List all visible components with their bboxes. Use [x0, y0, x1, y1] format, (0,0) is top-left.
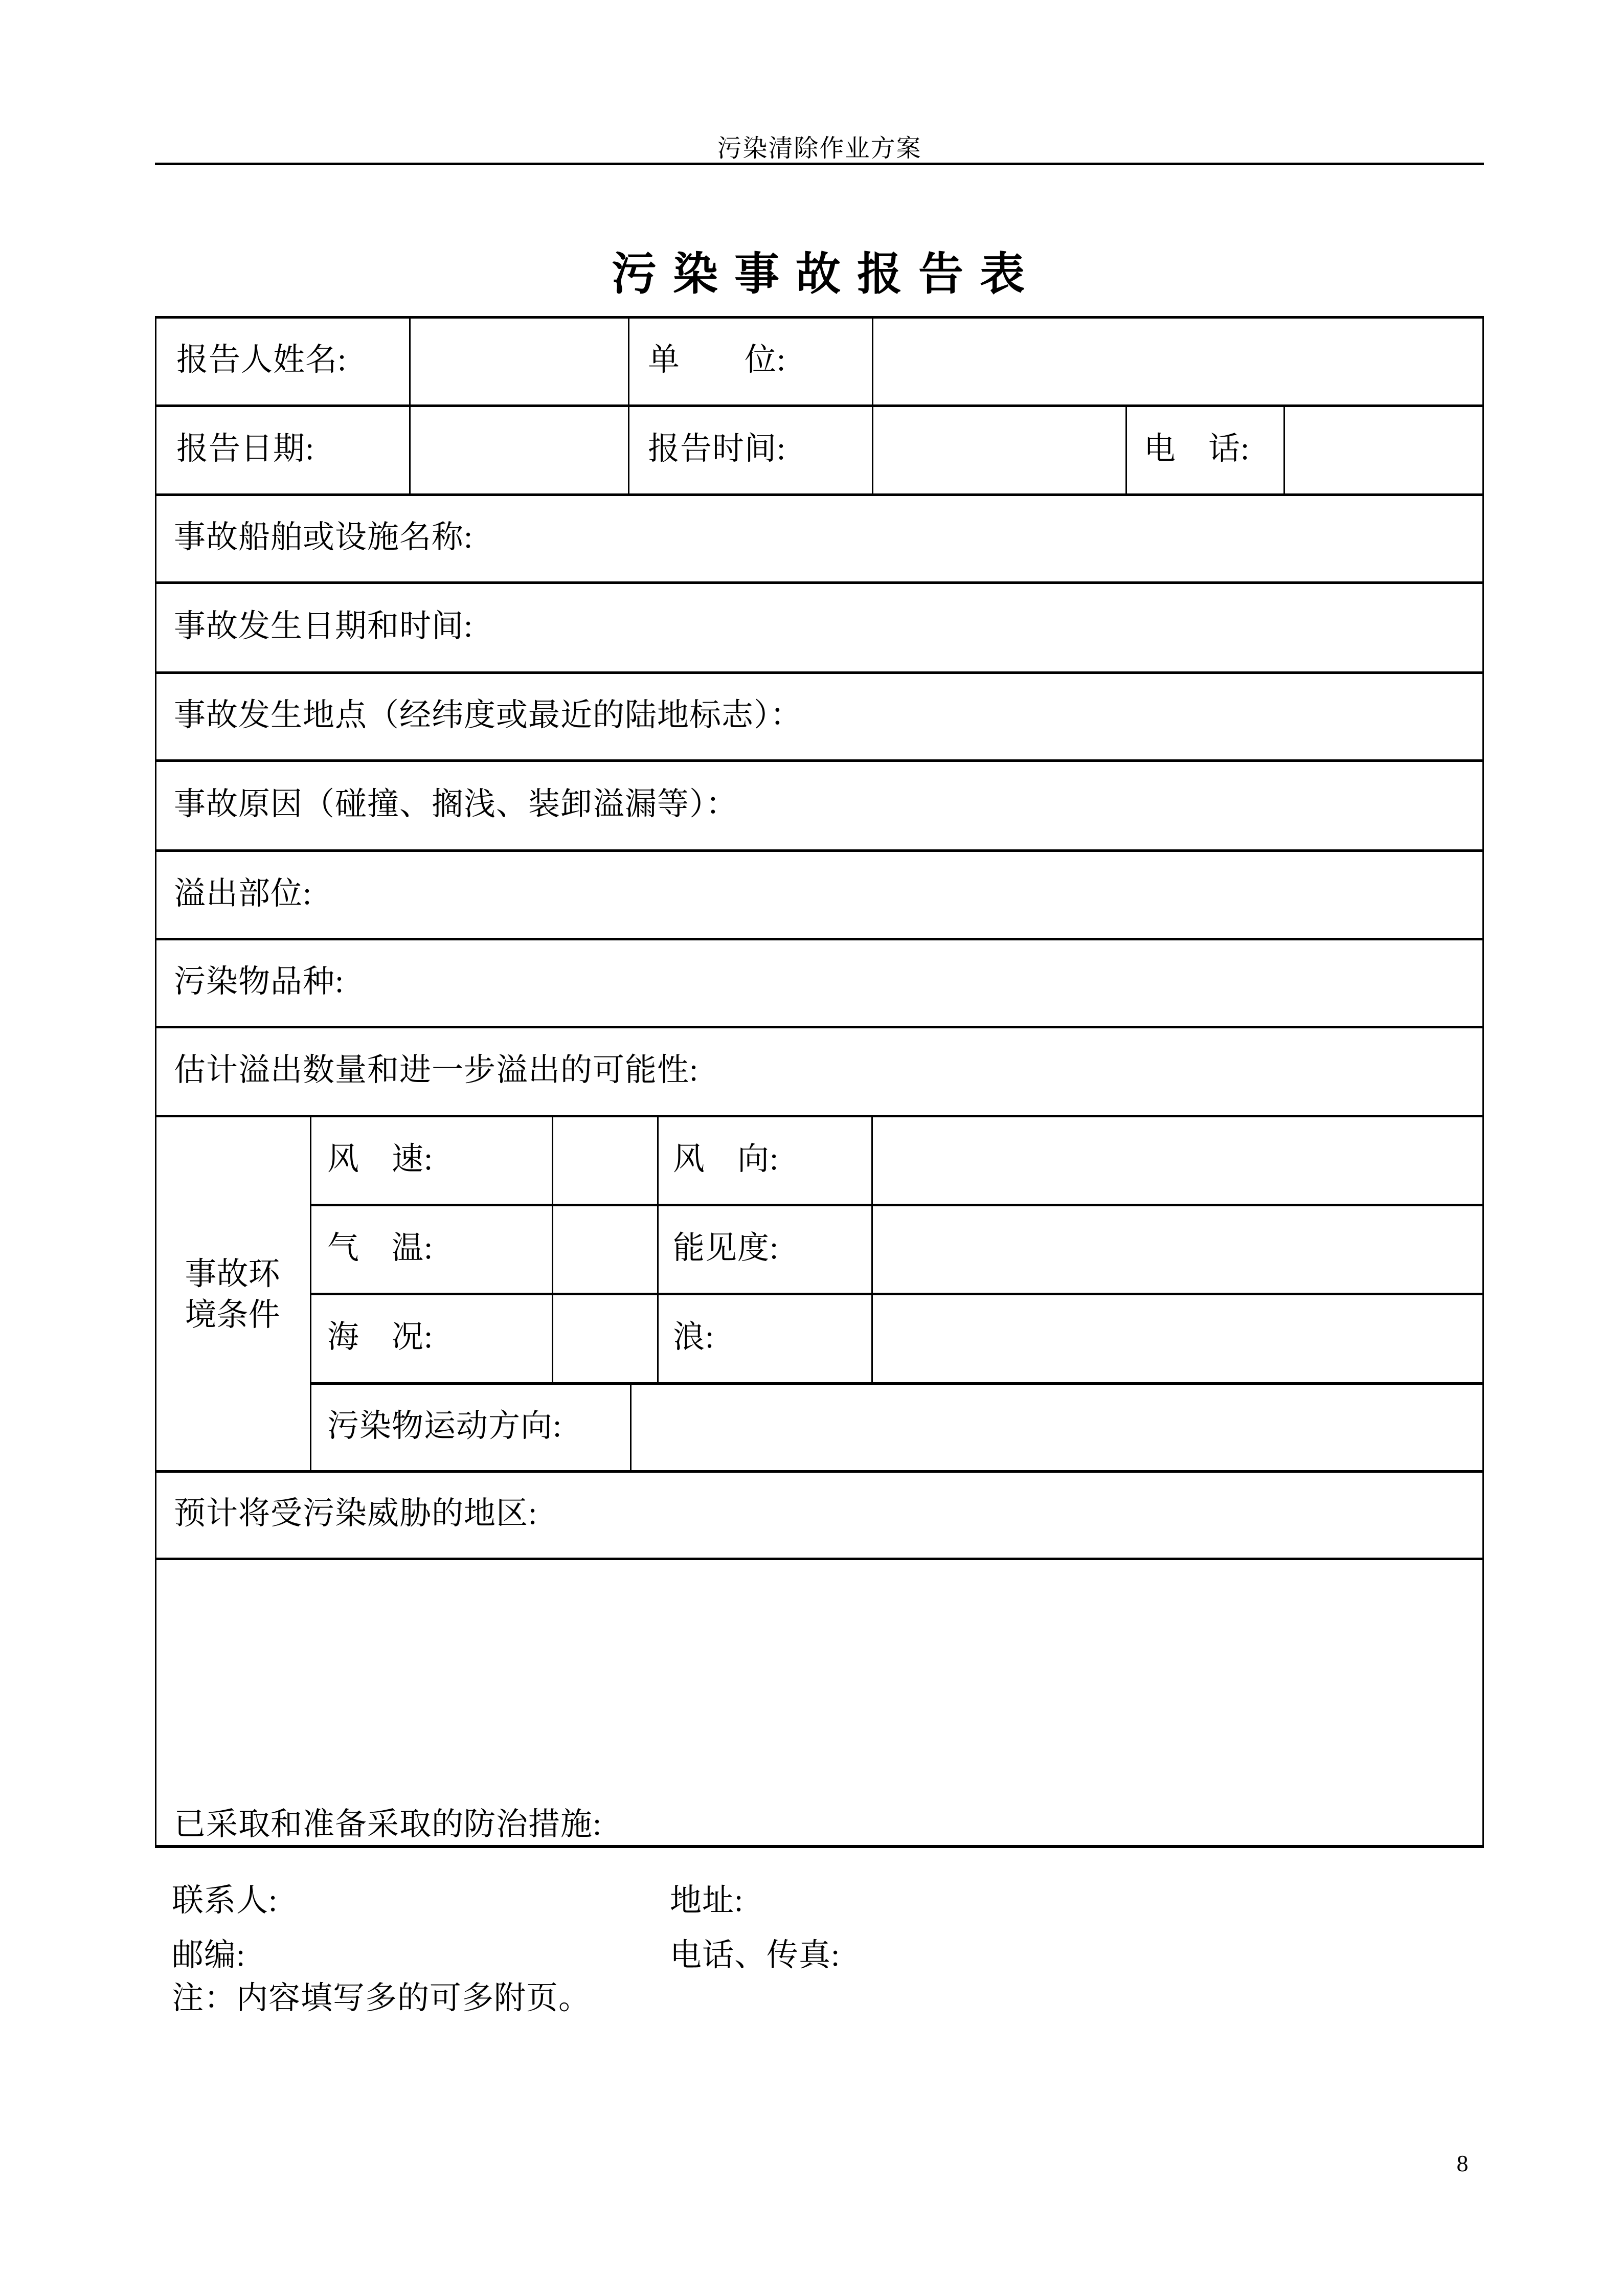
col-divider [409, 316, 411, 493]
sea-state-label: 海 况: [327, 1320, 434, 1355]
col-divider [628, 316, 629, 493]
table-border-left [155, 316, 156, 1848]
env-col-divider [630, 1382, 632, 1470]
phone-fax-label: 电话、传真: [670, 1938, 841, 1973]
row-divider [155, 849, 1484, 852]
contact-person-label: 联系人: [172, 1883, 278, 1918]
row-divider [155, 493, 1484, 496]
pollutant-movement-label: 污染物运动方向: [327, 1409, 562, 1444]
row-divider [155, 1026, 1484, 1028]
row-divider [155, 581, 1484, 584]
visibility-label: 能见度: [673, 1231, 779, 1266]
table-border-top [155, 316, 1484, 319]
accident-cause-label: 事故原因（碰撞、搁浅、装卸溢漏等）： [174, 787, 738, 822]
row-divider [155, 759, 1484, 762]
table-border-right [1482, 316, 1484, 1848]
page-title: 污 染 事 故 报 告 表 [611, 250, 1027, 300]
env-col-divider [552, 1115, 553, 1382]
row-divider [155, 1470, 1484, 1473]
row-divider [155, 671, 1484, 674]
env-row-divider [310, 1204, 1484, 1206]
table-border-bottom [155, 1845, 1484, 1848]
pollutant-type-label: 污染物品种: [174, 964, 345, 999]
env-conditions-header-line1: 事故环 [185, 1257, 280, 1292]
ship-or-facility-name-label: 事故船舶或设施名称: [174, 520, 474, 555]
air-temp-label: 气 温: [327, 1231, 434, 1266]
attachment-note: 注：内容填写多的可多附页。 [172, 1981, 591, 2016]
spill-estimate-label: 估计溢出数量和进一步溢出的可能性: [174, 1053, 699, 1088]
wind-speed-label: 风 速: [327, 1142, 434, 1177]
postcode-label: 邮编: [172, 1938, 246, 1973]
col-divider [1283, 404, 1285, 493]
address-label: 地址: [670, 1883, 744, 1918]
env-conditions-header-line2: 境条件 [185, 1298, 280, 1333]
page-header: 污染清除作业方案 [717, 135, 922, 162]
row-divider [155, 1115, 1484, 1117]
header-rule [155, 163, 1484, 165]
env-col-divider [657, 1115, 659, 1382]
page-number: 8 [1456, 2150, 1469, 2176]
env-row-divider [310, 1382, 1484, 1385]
accident-location-label: 事故发生地点（经纬度或最近的陆地标志）： [174, 698, 803, 733]
measures-taken-label: 已采取和准备采取的防治措施: [174, 1807, 602, 1842]
phone-label: 电 话: [1144, 432, 1250, 466]
spill-location-label: 溢出部位: [174, 876, 312, 911]
row-divider [155, 1558, 1484, 1560]
wind-direction-label: 风 向: [673, 1142, 779, 1177]
col-divider [872, 316, 873, 493]
env-col-divider [310, 1115, 311, 1470]
threatened-area-label: 预计将受污染威胁的地区: [174, 1496, 538, 1531]
report-time-label: 报告时间: [648, 432, 786, 466]
unit-label: 单 位: [648, 343, 786, 377]
col-divider [1125, 404, 1127, 493]
reporter-name-label: 报告人姓名: [176, 343, 347, 377]
report-date-label: 报告日期: [176, 432, 315, 466]
accident-datetime-label: 事故发生日期和时间: [174, 609, 474, 644]
wave-label: 浪: [673, 1320, 715, 1355]
env-col-divider [871, 1115, 873, 1385]
env-row-divider [310, 1293, 1484, 1295]
row-divider [155, 938, 1484, 940]
